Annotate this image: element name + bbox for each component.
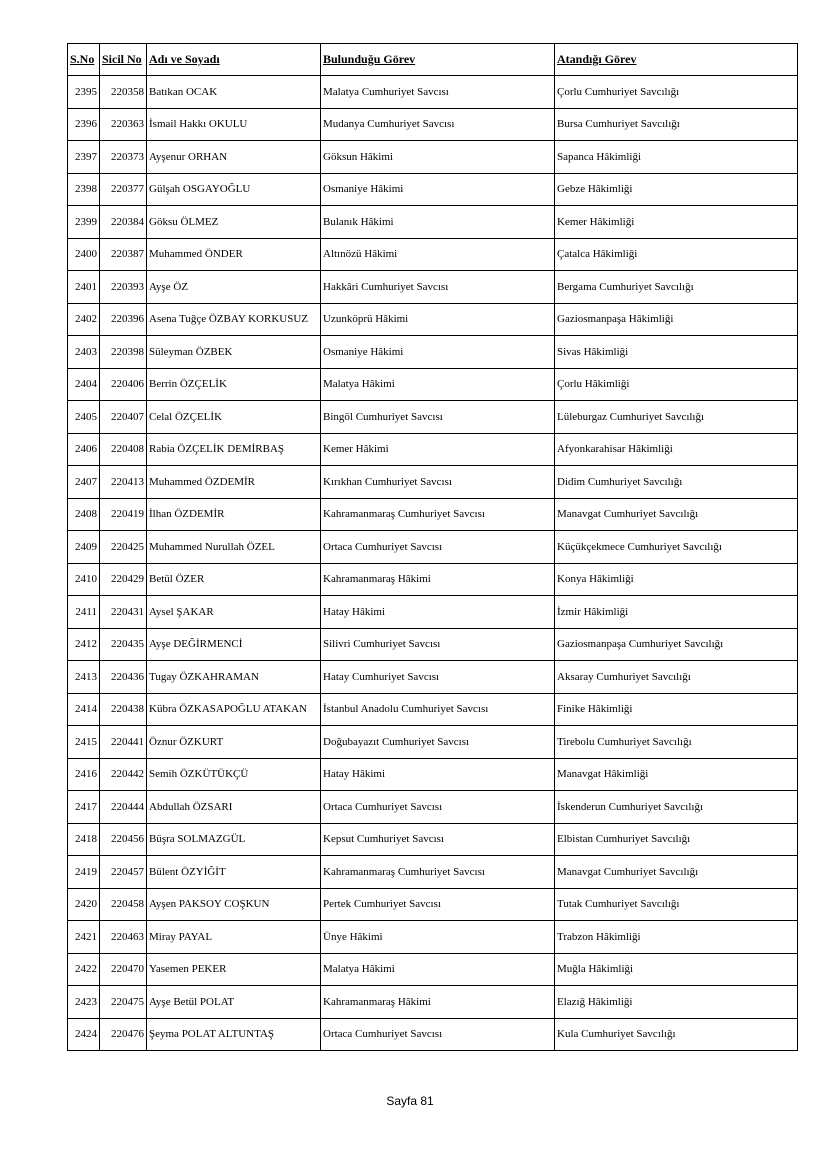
cell-name: Miray PAYAL xyxy=(147,921,321,954)
cell-sicil-no: 220387 xyxy=(100,238,147,271)
cell-sno: 2416 xyxy=(68,758,100,791)
cell-sicil-no: 220413 xyxy=(100,466,147,499)
cell-name: Kübra ÖZKASAPOĞLU ATAKAN xyxy=(147,693,321,726)
cell-name: Rabia ÖZÇELİK DEMİRBAŞ xyxy=(147,433,321,466)
cell-sicil-no: 220406 xyxy=(100,368,147,401)
cell-assigned-position: Manavgat Cumhuriyet Savcılığı xyxy=(555,856,798,889)
cell-name: Ayşe DEĞİRMENCİ xyxy=(147,628,321,661)
cell-name: Büşra SOLMAZGÜL xyxy=(147,823,321,856)
cell-name: Bülent ÖZYİĞİT xyxy=(147,856,321,889)
table-row xyxy=(68,888,798,921)
cell-current-position: Malatya Cumhuriyet Savcısı xyxy=(321,76,555,109)
cell-sicil-no: 220373 xyxy=(100,141,147,174)
cell-sno: 2397 xyxy=(68,141,100,174)
cell-sicil-no: 220407 xyxy=(100,401,147,434)
cell-assigned-position: Tirebolu Cumhuriyet Savcılığı xyxy=(555,726,798,759)
cell-assigned-position: Elbistan Cumhuriyet Savcılığı xyxy=(555,823,798,856)
table-row xyxy=(68,173,798,206)
cell-sicil-no: 220457 xyxy=(100,856,147,889)
cell-assigned-position: Bergama Cumhuriyet Savcılığı xyxy=(555,271,798,304)
table-row xyxy=(68,531,798,564)
table-row xyxy=(68,206,798,239)
cell-sno: 2399 xyxy=(68,206,100,239)
cell-current-position: Hatay Hâkimi xyxy=(321,596,555,629)
cell-current-position: Ünye Hâkimi xyxy=(321,921,555,954)
cell-sicil-no: 220476 xyxy=(100,1018,147,1051)
cell-sicil-no: 220408 xyxy=(100,433,147,466)
cell-sicil-no: 220458 xyxy=(100,888,147,921)
table-row xyxy=(68,466,798,499)
cell-sicil-no: 220431 xyxy=(100,596,147,629)
cell-current-position: Osmaniye Hâkimi xyxy=(321,173,555,206)
cell-assigned-position: Gebze Hâkimliği xyxy=(555,173,798,206)
cell-sno: 2417 xyxy=(68,791,100,824)
table-row xyxy=(68,693,798,726)
cell-current-position: Kahramanmaraş Hâkimi xyxy=(321,563,555,596)
cell-name: Ayşen PAKSOY COŞKUN xyxy=(147,888,321,921)
table-row xyxy=(68,1018,798,1051)
table-row xyxy=(68,758,798,791)
header-name: Adı ve Soyadı xyxy=(147,44,321,76)
cell-sicil-no: 220475 xyxy=(100,986,147,1019)
cell-assigned-position: Tutak Cumhuriyet Savcılığı xyxy=(555,888,798,921)
cell-assigned-position: Çorlu Hâkimliği xyxy=(555,368,798,401)
cell-assigned-position: Trabzon Hâkimliği xyxy=(555,921,798,954)
cell-sicil-no: 220429 xyxy=(100,563,147,596)
cell-sicil-no: 220393 xyxy=(100,271,147,304)
cell-name: Betül ÖZER xyxy=(147,563,321,596)
cell-name: Celal ÖZÇELİK xyxy=(147,401,321,434)
cell-assigned-position: Didim Cumhuriyet Savcılığı xyxy=(555,466,798,499)
cell-name: Semih ÖZKÜTÜKÇÜ xyxy=(147,758,321,791)
cell-assigned-position: Kemer Hâkimliği xyxy=(555,206,798,239)
header-sicil-no: Sicil No xyxy=(100,44,147,76)
table-row xyxy=(68,856,798,889)
table-row xyxy=(68,141,798,174)
cell-sno: 2407 xyxy=(68,466,100,499)
cell-sno: 2422 xyxy=(68,953,100,986)
cell-current-position: Pertek Cumhuriyet Savcısı xyxy=(321,888,555,921)
cell-name: İlhan ÖZDEMİR xyxy=(147,498,321,531)
table-row xyxy=(68,76,798,109)
cell-sicil-no: 220398 xyxy=(100,336,147,369)
cell-assigned-position: Aksaray Cumhuriyet Savcılığı xyxy=(555,661,798,694)
cell-current-position: Kahramanmaraş Hâkimi xyxy=(321,986,555,1019)
table-row xyxy=(68,953,798,986)
cell-name: Tugay ÖZKAHRAMAN xyxy=(147,661,321,694)
table-row xyxy=(68,986,798,1019)
page-number: Sayfa 81 xyxy=(386,1094,434,1108)
cell-sno: 2412 xyxy=(68,628,100,661)
cell-assigned-position: Çorlu Cumhuriyet Savcılığı xyxy=(555,76,798,109)
header-assigned-position: Atandığı Görev xyxy=(555,44,798,76)
cell-sicil-no: 220425 xyxy=(100,531,147,564)
cell-assigned-position: Muğla Hâkimliği xyxy=(555,953,798,986)
cell-name: Şeyma POLAT ALTUNTAŞ xyxy=(147,1018,321,1051)
table-row xyxy=(68,271,798,304)
cell-sicil-no: 220444 xyxy=(100,791,147,824)
cell-sno: 2419 xyxy=(68,856,100,889)
cell-sno: 2424 xyxy=(68,1018,100,1051)
cell-current-position: Malatya Hâkimi xyxy=(321,368,555,401)
cell-current-position: Altınözü Hâkimi xyxy=(321,238,555,271)
cell-current-position: Bulanık Hâkimi xyxy=(321,206,555,239)
header-sno: S.No xyxy=(68,44,100,76)
cell-current-position: Ortaca Cumhuriyet Savcısı xyxy=(321,1018,555,1051)
cell-name: Ayşe ÖZ xyxy=(147,271,321,304)
cell-name: Öznur ÖZKURT xyxy=(147,726,321,759)
cell-current-position: Malatya Hâkimi xyxy=(321,953,555,986)
cell-assigned-position: Manavgat Cumhuriyet Savcılığı xyxy=(555,498,798,531)
cell-name: İsmail Hakkı OKULU xyxy=(147,108,321,141)
cell-assigned-position: Finike Hâkimliği xyxy=(555,693,798,726)
cell-name: Asena Tuğçe ÖZBAY KORKUSUZ xyxy=(147,303,321,336)
table-header-row xyxy=(68,44,798,76)
cell-assigned-position: Sapanca Hâkimliği xyxy=(555,141,798,174)
cell-name: Yasemen PEKER xyxy=(147,953,321,986)
cell-sno: 2408 xyxy=(68,498,100,531)
cell-sicil-no: 220377 xyxy=(100,173,147,206)
cell-sno: 2395 xyxy=(68,76,100,109)
cell-current-position: Hatay Hâkimi xyxy=(321,758,555,791)
table-row xyxy=(68,921,798,954)
cell-sno: 2418 xyxy=(68,823,100,856)
cell-sno: 2414 xyxy=(68,693,100,726)
cell-sno: 2406 xyxy=(68,433,100,466)
cell-sicil-no: 220456 xyxy=(100,823,147,856)
cell-assigned-position: İskenderun Cumhuriyet Savcılığı xyxy=(555,791,798,824)
cell-assigned-position: Bursa Cumhuriyet Savcılığı xyxy=(555,108,798,141)
cell-current-position: Ortaca Cumhuriyet Savcısı xyxy=(321,791,555,824)
table-row xyxy=(68,823,798,856)
table-row xyxy=(68,238,798,271)
cell-sno: 2421 xyxy=(68,921,100,954)
table-row xyxy=(68,628,798,661)
cell-sno: 2411 xyxy=(68,596,100,629)
table-row xyxy=(68,336,798,369)
cell-assigned-position: Gaziosmanpaşa Cumhuriyet Savcılığı xyxy=(555,628,798,661)
cell-current-position: Osmaniye Hâkimi xyxy=(321,336,555,369)
cell-current-position: Kırıkhan Cumhuriyet Savcısı xyxy=(321,466,555,499)
table-row xyxy=(68,401,798,434)
cell-name: Ayşenur ORHAN xyxy=(147,141,321,174)
cell-assigned-position: Afyonkarahisar Hâkimliği xyxy=(555,433,798,466)
cell-sicil-no: 220436 xyxy=(100,661,147,694)
table-row xyxy=(68,433,798,466)
cell-assigned-position: Konya Hâkimliği xyxy=(555,563,798,596)
cell-assigned-position: Küçükçekmece Cumhuriyet Savcılığı xyxy=(555,531,798,564)
cell-current-position: Silivri Cumhuriyet Savcısı xyxy=(321,628,555,661)
cell-name: Göksu ÖLMEZ xyxy=(147,206,321,239)
cell-current-position: Hakkâri Cumhuriyet Savcısı xyxy=(321,271,555,304)
cell-name: Süleyman ÖZBEK xyxy=(147,336,321,369)
cell-current-position: Mudanya Cumhuriyet Savcısı xyxy=(321,108,555,141)
cell-name: Muhammed ÖZDEMİR xyxy=(147,466,321,499)
table-row xyxy=(68,368,798,401)
cell-current-position: Kahramanmaraş Cumhuriyet Savcısı xyxy=(321,856,555,889)
cell-assigned-position: Kula Cumhuriyet Savcılığı xyxy=(555,1018,798,1051)
cell-assigned-position: Lüleburgaz Cumhuriyet Savcılığı xyxy=(555,401,798,434)
table-row xyxy=(68,726,798,759)
cell-current-position: Kemer Hâkimi xyxy=(321,433,555,466)
cell-assigned-position: Manavgat Hâkimliği xyxy=(555,758,798,791)
cell-sicil-no: 220435 xyxy=(100,628,147,661)
cell-current-position: Göksun Hâkimi xyxy=(321,141,555,174)
cell-name: Berrin ÖZÇELİK xyxy=(147,368,321,401)
cell-sno: 2409 xyxy=(68,531,100,564)
cell-sno: 2405 xyxy=(68,401,100,434)
cell-sicil-no: 220463 xyxy=(100,921,147,954)
cell-sicil-no: 220470 xyxy=(100,953,147,986)
cell-sno: 2423 xyxy=(68,986,100,1019)
cell-sno: 2398 xyxy=(68,173,100,206)
table-body xyxy=(68,76,798,1051)
table-row xyxy=(68,791,798,824)
cell-sno: 2410 xyxy=(68,563,100,596)
cell-sicil-no: 220442 xyxy=(100,758,147,791)
header-current-position: Bulunduğu Görev xyxy=(321,44,555,76)
cell-current-position: Bingöl Cumhuriyet Savcısı xyxy=(321,401,555,434)
cell-current-position: Kahramanmaraş Cumhuriyet Savcısı xyxy=(321,498,555,531)
cell-sicil-no: 220438 xyxy=(100,693,147,726)
cell-sno: 2396 xyxy=(68,108,100,141)
table-row xyxy=(68,596,798,629)
cell-name: Muhammed Nurullah ÖZEL xyxy=(147,531,321,564)
cell-name: Gülşah OSGAYOĞLU xyxy=(147,173,321,206)
cell-sicil-no: 220384 xyxy=(100,206,147,239)
table-row xyxy=(68,563,798,596)
cell-assigned-position: Elazığ Hâkimliği xyxy=(555,986,798,1019)
cell-sicil-no: 220358 xyxy=(100,76,147,109)
table-row xyxy=(68,498,798,531)
cell-name: Muhammed ÖNDER xyxy=(147,238,321,271)
cell-assigned-position: Sivas Hâkimliği xyxy=(555,336,798,369)
cell-sno: 2420 xyxy=(68,888,100,921)
cell-sicil-no: 220363 xyxy=(100,108,147,141)
cell-sicil-no: 220441 xyxy=(100,726,147,759)
cell-sno: 2413 xyxy=(68,661,100,694)
cell-sno: 2415 xyxy=(68,726,100,759)
cell-name: Ayşe Betül POLAT xyxy=(147,986,321,1019)
cell-sno: 2403 xyxy=(68,336,100,369)
table-row xyxy=(68,303,798,336)
cell-name: Batıkan OCAK xyxy=(147,76,321,109)
cell-assigned-position: İzmir Hâkimliği xyxy=(555,596,798,629)
cell-current-position: Ortaca Cumhuriyet Savcısı xyxy=(321,531,555,564)
table-row xyxy=(68,661,798,694)
cell-assigned-position: Gaziosmanpaşa Hâkimliği xyxy=(555,303,798,336)
cell-current-position: Hatay Cumhuriyet Savcısı xyxy=(321,661,555,694)
cell-assigned-position: Çatalca Hâkimliği xyxy=(555,238,798,271)
cell-sno: 2400 xyxy=(68,238,100,271)
cell-name: Aysel ŞAKAR xyxy=(147,596,321,629)
cell-current-position: Doğubayazıt Cumhuriyet Savcısı xyxy=(321,726,555,759)
cell-sno: 2402 xyxy=(68,303,100,336)
cell-current-position: Uzunköprü Hâkimi xyxy=(321,303,555,336)
cell-current-position: Kepsut Cumhuriyet Savcısı xyxy=(321,823,555,856)
cell-name: Abdullah ÖZSARI xyxy=(147,791,321,824)
cell-sno: 2401 xyxy=(68,271,100,304)
cell-sicil-no: 220419 xyxy=(100,498,147,531)
cell-current-position: İstanbul Anadolu Cumhuriyet Savcısı xyxy=(321,693,555,726)
table-row xyxy=(68,108,798,141)
cell-sicil-no: 220396 xyxy=(100,303,147,336)
appointment-table xyxy=(67,43,798,1051)
cell-sno: 2404 xyxy=(68,368,100,401)
